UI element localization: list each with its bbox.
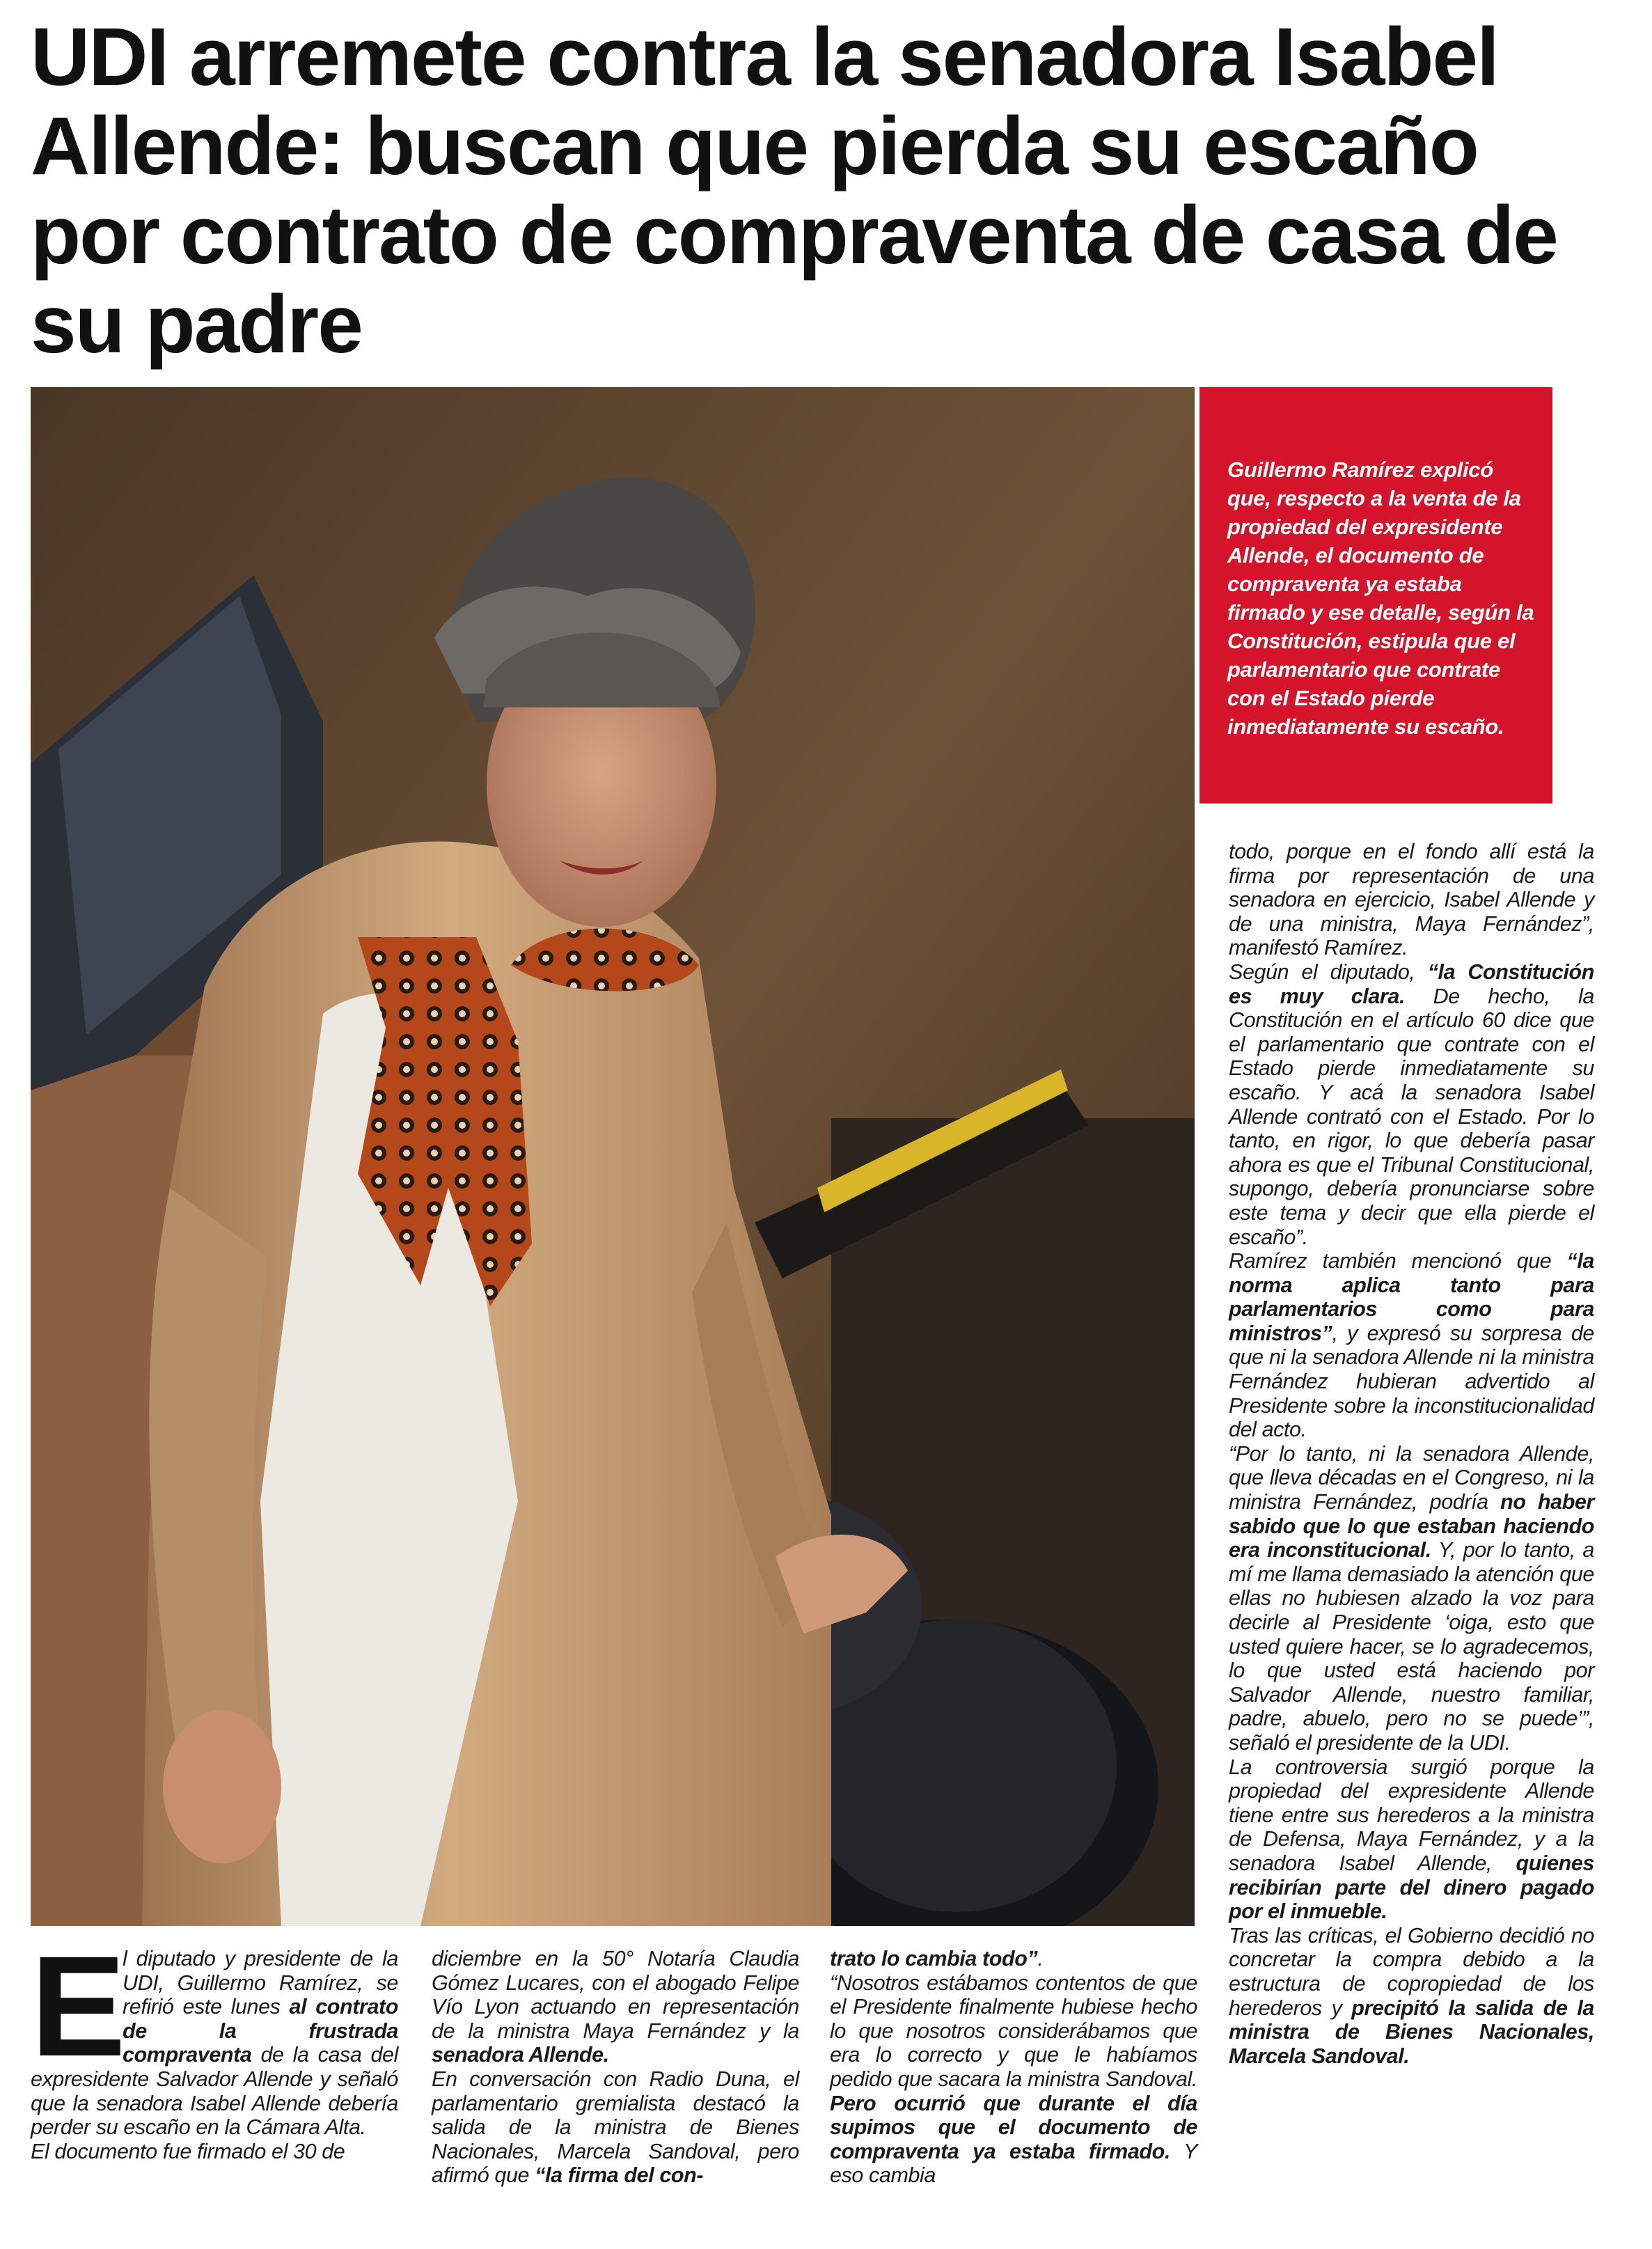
body-text: .: [1037, 1947, 1044, 1970]
body-text: “Nosotros estábamos contentos de que el Presidente finalmente hubiese hecho lo que nosotros considerábamos que era lo correcto y que le habíamos pedido que sacara la ministra Sandoval.: [830, 1970, 1197, 2091]
body-paragraph: [1229, 1755, 1594, 1924]
bold-text: quienes recibirían parte del dinero pagado por el inmueble.: [1229, 1851, 1594, 1924]
body-paragraph: [1229, 1249, 1594, 1442]
bold-text: “la norma aplica tanto para parlamentarios como para ministros”: [1229, 1249, 1594, 1345]
drop-cap: E: [31, 1927, 126, 2086]
bold-text: Pero ocurrió que durante el día supimos que el documento de compraventa ya estaba firmado.: [830, 2091, 1197, 2163]
body-text: Tras las críticas, el Gobierno decidió no concretar la compra debido a la estructura de copropiedad de los herederos y: [1229, 1923, 1594, 2020]
body-text: De hecho, la Constitución en el artículo 60 dice que el parlamentario que contrate con el Estado pierde inmediatamente su escaño. Y acá la senadora Isabel Allende contrató con el Estado. Por lo tanto, en rigor, lo que debería pasar ahora es que el Tribunal Constitucional, supongo, debería pronunciarse sobre este tema y decir que ella pierde el escaño”.: [1229, 984, 1594, 1249]
body-paragraph: [432, 1947, 799, 2067]
body-text: diciembre en la 50° Notaría Claudia Gómez Lucares, con el abogado Felipe Vío Lyon actuando en representación de la ministra Maya Fernández y la: [432, 1947, 799, 2043]
body-paragraph: [830, 1971, 1197, 2188]
body-paragraph: [1229, 960, 1594, 1249]
bold-text: no haber sabido que lo que estaban haciendo era inconstitucional.: [1229, 1490, 1594, 1562]
body-text: El documento fue firmado el 30 de: [31, 2139, 345, 2163]
body-paragraph: [1229, 1442, 1594, 1755]
bold-text: senadora Allende.: [432, 2043, 609, 2067]
body-text: “Por lo tanto, ni la senadora Allende, que lleva décadas en el Congreso, ni la ministra Fernández, podría: [1229, 1441, 1594, 1514]
body-paragraph: [1229, 1924, 1594, 2069]
text-column-2: [432, 1947, 799, 2188]
body-text: Según el diputado,: [1229, 959, 1428, 984]
body-text: todo, porque en el fondo allí está la firma por representación de una senadora en ejercicio, Isabel Allende y de una ministra, Maya Fernández”, manifestó Ramírez.: [1229, 840, 1594, 960]
pull-quote-text: Guillermo Ramírez explicó que, respecto a la venta de la propiedad del expresidente Allende, el documento de compraventa ya estaba firmado y ese detalle, según la Constitución, estipula que el parlamentario que contrate con el Estado pierde inmediatamente su escaño.: [1227, 457, 1534, 739]
pull-quote-box: [1199, 387, 1552, 804]
headline: UDI arremete contra la senadora Isabel Allende: buscan que pierda su escaño por contrato de compraventa de casa de su padre: [31, 11, 1557, 370]
body-text: Ramírez también mencionó que: [1229, 1249, 1567, 1274]
body-text: de la casa del expresidente Salvador Allende y señaló que la senadora Isabel Allende debería perder su escaño en la Cámara Alta.: [31, 2043, 398, 2140]
article-photo: [31, 387, 1195, 1926]
bold-text: al contrato de la frustrada compraventa: [123, 1995, 398, 2067]
body-text: En conversación con Radio Duna, el parlamentario gremialista destacó la salida de la ministra de Bienes Nacionales, Marcela Sandoval, pero afirmó que: [432, 2067, 799, 2188]
body-paragraph: [31, 2140, 398, 2164]
bold-text: “la firma del con-: [535, 2163, 704, 2188]
text-column-4: [1229, 840, 1594, 2068]
body-text: , y expresó su sorpresa de que ni la senadora Allende ni la ministra Fernández hubieran advertido al Presidente sobre la inconstitucionalidad del acto.: [1229, 1321, 1594, 1442]
text-column-3: [830, 1947, 1197, 2188]
body-text: La controversia surgió porque la propiedad del expresidente Allende tiene entre sus herederos a la ministra de Defensa, Maya Fernández, y a la senadora Isabel Allende,: [1229, 1755, 1594, 1875]
body-paragraph: [432, 2067, 799, 2188]
bold-text: “la Constitución es muy clara.: [1229, 959, 1594, 1008]
text-column-1: [31, 1927, 398, 2163]
body-text: Y, por lo tanto, a mí me llama demasiado la atención que ellas no hubiesen alzado la voz para decirle al Presidente ‘oiga, esto que usted quiere hacer, se lo agradecemos, lo que usted está haciendo por Salvador Allende, nuestro familiar, padre, abuelo, pero no se puede’”, señaló el presidente de la UDI.: [1229, 1538, 1594, 1755]
body-paragraph: [1229, 840, 1594, 960]
body-text: l diputado y presidente de la UDI, Guillermo Ramírez, se refirió este lunes: [123, 1947, 398, 2019]
body-text: Y eso cambia: [830, 2139, 1197, 2188]
body-paragraph: [830, 1947, 1197, 1971]
bold-text: trato lo cambia todo”: [830, 1947, 1038, 1970]
bold-text: precipitó la salida de la ministra de Bienes Nacionales, Marcela Sandoval.: [1229, 1996, 1594, 2068]
